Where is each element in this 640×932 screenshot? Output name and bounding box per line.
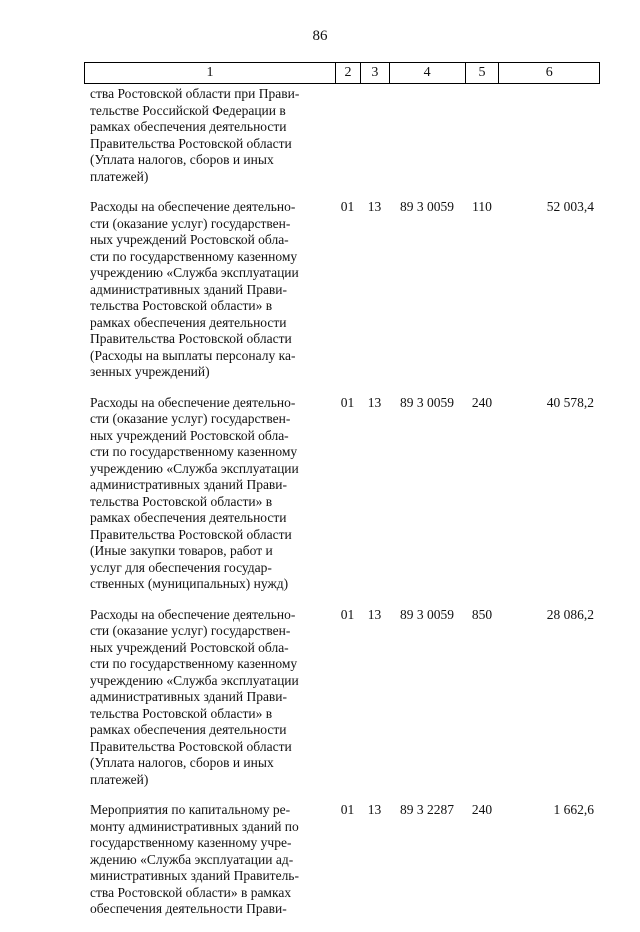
row-amount: 1 662,6 — [553, 802, 594, 817]
row-expense-type: 240 — [471, 394, 493, 410]
header-col-1: 1 — [206, 65, 214, 80]
table-body — [84, 86, 600, 932]
row-subsection: 13 — [367, 606, 382, 622]
table-row — [84, 395, 600, 593]
row-description: Расходы на обеспечение деятельно- сти (оказание услуг) государствен- ных учреждений Ростовской обла- сти по государственному казенному учреждению «Служба эксплуатации административных зданий Прави- тельства Ростовской области» в рамках обеспечения деятельности Правительства Ростовской области (Расходы на выплаты персоналу ка- зенных учреждений) — [90, 199, 299, 379]
row-target-article — [389, 86, 465, 185]
row-target-article: 89 3 2287 — [400, 802, 454, 817]
row-target-article: 89 3 0059 — [400, 199, 454, 214]
table-row — [84, 199, 600, 381]
row-description: Расходы на обеспечение деятельно- сти (оказание услуг) государствен- ных учреждений Ростовской обла- сти по государственному казенному учреждению «Служба эксплуатации административных зданий Прави- тельства Ростовской области» в рамках обеспечения деятельности Правительства Ростовской области (Иные закупки товаров, работ и услуг для обеспечения государ- ственных (муниципальных) нужд) — [90, 394, 299, 591]
row-expense-type: 240 — [471, 802, 493, 817]
row-section: 01 — [340, 199, 355, 214]
row-subsection: 13 — [367, 394, 382, 410]
row-subsection — [360, 86, 389, 185]
row-amount: 28 086,2 — [546, 606, 594, 622]
row-subsection: 13 — [367, 802, 382, 817]
header-col-4: 4 — [389, 63, 465, 83]
row-section: 01 — [340, 606, 355, 622]
row-target-article: 89 3 0059 — [400, 606, 454, 622]
row-description: Мероприятия по капитальному ре- монту административных зданий по государственному казенному учре- ждению «Служба эксплуатации ад- министративных зданий Правитель- ства Ростовской области» в рамках обеспечения деятельности Прави- — [90, 802, 299, 916]
row-subsection: 13 — [367, 199, 382, 214]
table-row — [84, 802, 600, 918]
row-section — [335, 86, 360, 185]
row-description: Расходы на обеспечение деятельно- сти (оказание услуг) государствен- ных учреждений Ростовской обла- сти по государственному казенному учреждению «Служба эксплуатации административных зданий Прави- тельства Ростовской области» в рамках обеспечения деятельности Правительства Ростовской области (Уплата налогов, сборов и иных платежей) — [90, 606, 299, 787]
page-number: 86 — [312, 28, 328, 44]
header-col-5: 5 — [465, 63, 499, 83]
row-section: 01 — [340, 802, 355, 817]
row-target-article: 89 3 0059 — [400, 394, 454, 410]
row-expense-type: 110 — [472, 199, 492, 214]
row-amount: 52 003,4 — [546, 199, 594, 214]
header-col-3: 3 — [360, 63, 389, 83]
row-amount — [499, 86, 600, 185]
table-header — [84, 62, 600, 84]
row-description: ства Ростовской области при Прави- тельстве Российской Федерации в рамках обеспечения деятельности Правительства Ростовской области (Уплата налогов, сборов и иных платежей) — [90, 86, 300, 184]
row-expense-type — [465, 86, 499, 185]
table-row — [84, 86, 600, 185]
header-col-2: 2 — [335, 63, 360, 83]
row-section: 01 — [340, 394, 355, 410]
row-amount: 40 578,2 — [546, 394, 594, 410]
table-row — [84, 607, 600, 789]
header-col-6: 6 — [498, 63, 599, 83]
row-expense-type: 850 — [471, 606, 493, 622]
